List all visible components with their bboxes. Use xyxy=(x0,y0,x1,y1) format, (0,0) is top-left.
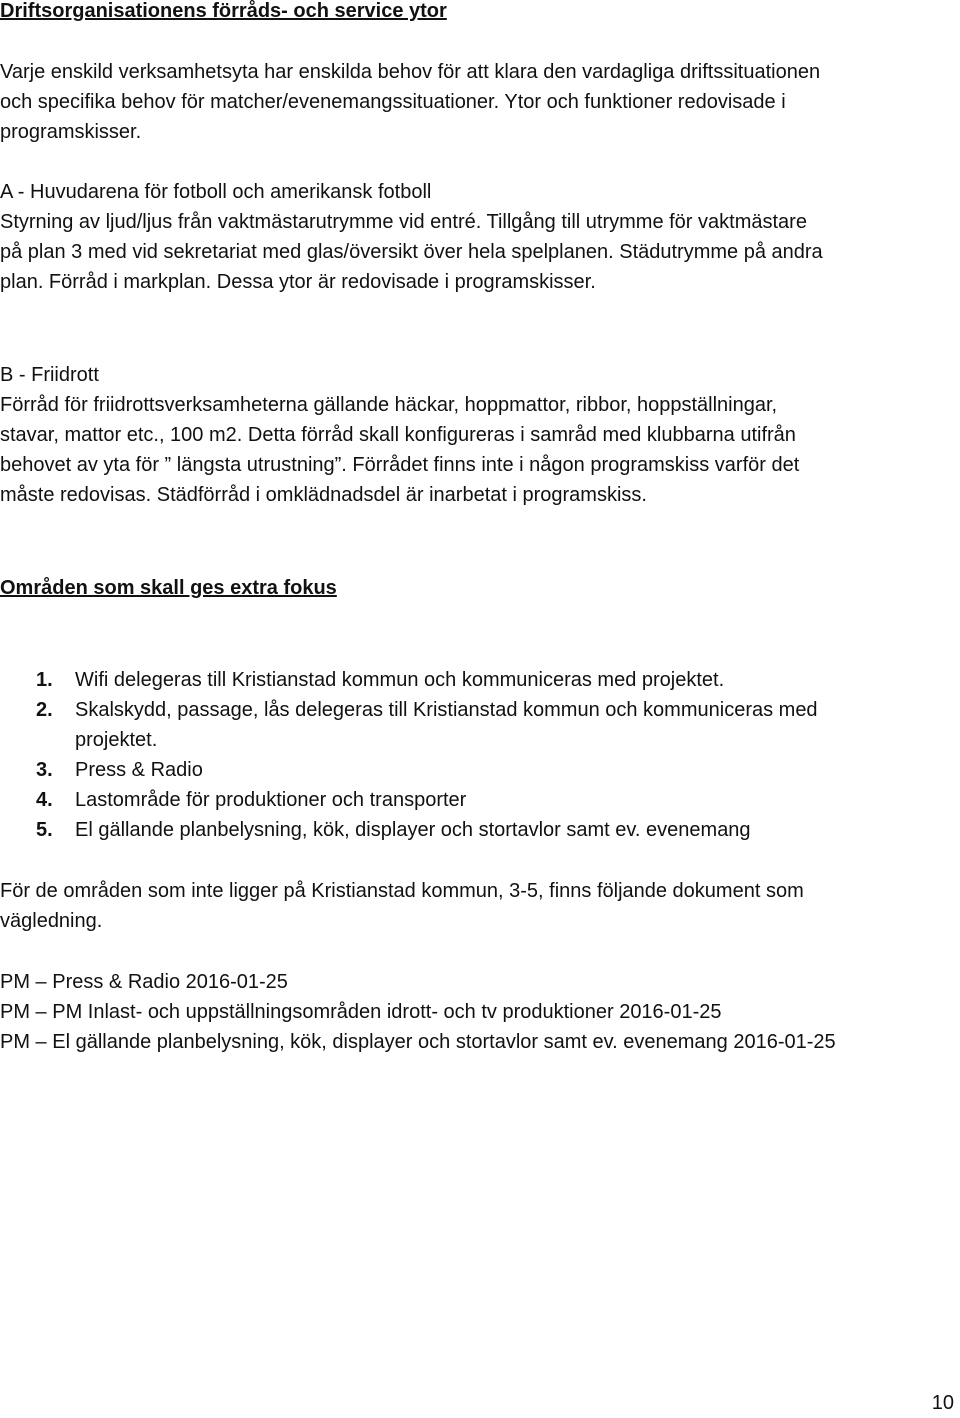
pm-reference: PM – PM Inlast- och uppställningsområden idrott- och tv produktioner 2016-01-25 xyxy=(0,1001,722,1023)
intro-line: programskisser. xyxy=(0,121,142,143)
list-item-text: Wifi delegeras till Kristianstad kommun och kommuniceras med projektet. xyxy=(75,669,725,691)
section-a-line: Styrning av ljud/ljus från vaktmästarutrymme vid entré. Tillgång till utrymme för vaktmästare xyxy=(0,211,807,233)
section-b-line: Förråd för friidrottsverksamheterna gällande häckar, hoppmattor, ribbor, hoppställningar, xyxy=(0,394,778,416)
list-number: 2. xyxy=(36,699,53,721)
list-item-text: projektet. xyxy=(75,729,158,751)
page-title: Driftsorganisationens förråds- och service ytor xyxy=(0,0,447,22)
section-a-line: plan. Förråd i markplan. Dessa ytor är redovisade i programskisser. xyxy=(0,271,596,293)
intro-line: och specifika behov för matcher/evenemangssituationer. Ytor och funktioner redovisade i xyxy=(0,91,786,113)
list-item-text: Skalskydd, passage, lås delegeras till Kristianstad kommun och kommuniceras med xyxy=(75,699,818,721)
guidance-line: För de områden som inte ligger på Kristianstad kommun, 3-5, finns följande dokument som xyxy=(0,880,804,902)
section-a-line: på plan 3 med vid sekretariat med glas/översikt över hela spelplanen. Städutrymme på andra xyxy=(0,241,823,263)
intro-line: Varje enskild verksamhetsyta har enskilda behov för att klara den vardagliga driftssituationen xyxy=(0,61,821,83)
section-b-line: stavar, mattor etc., 100 m2. Detta förråd skall konfigureras i samråd med klubbarna utifrån xyxy=(0,424,796,446)
focus-heading: Områden som skall ges extra fokus xyxy=(0,577,337,599)
page-number: 10 xyxy=(931,1392,954,1414)
pm-reference: PM – Press & Radio 2016-01-25 xyxy=(0,971,288,993)
list-item-text: Lastområde för produktioner och transporter xyxy=(75,789,467,811)
list-number: 5. xyxy=(36,819,53,841)
list-number: 3. xyxy=(36,759,53,781)
guidance-line: vägledning. xyxy=(0,910,103,932)
section-b-title: B - Friidrott xyxy=(0,364,99,386)
list-item-text: El gällande planbelysning, kök, displayer och stortavlor samt ev. evenemang xyxy=(75,819,751,841)
section-b-line: måste redovisas. Städförråd i omklädnadsdel är inarbetat i programskiss. xyxy=(0,484,647,506)
list-number: 1. xyxy=(36,669,53,691)
list-number: 4. xyxy=(36,789,53,811)
section-b-line: behovet av yta för ” längsta utrustning”. Förrådet finns inte i någon programskiss varför det xyxy=(0,454,800,476)
pm-reference: PM – El gällande planbelysning, kök, displayer och stortavlor samt ev. evenemang 2016-01-25 xyxy=(0,1031,836,1053)
list-item-text: Press & Radio xyxy=(75,759,203,781)
section-a-title: A - Huvudarena för fotboll och amerikansk fotboll xyxy=(0,181,432,203)
